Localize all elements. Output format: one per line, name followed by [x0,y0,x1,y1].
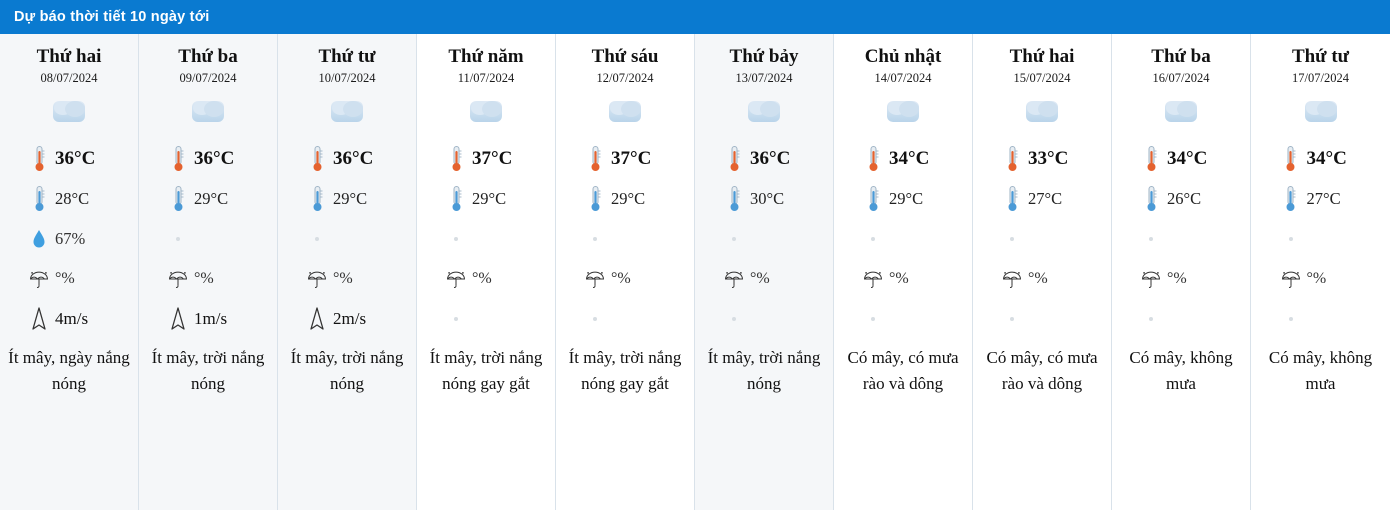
forecast-day-column[interactable] [417,34,556,510]
thermometer-cold-icon [29,185,49,213]
high-temp-value: 36°C [750,148,791,169]
day-name: Thứ hai [36,46,102,67]
thermometer-hot-icon [173,145,184,173]
forecast-day-column[interactable] [1112,34,1251,510]
thermometer-cold-icon [868,185,879,213]
rain-value: °% [194,270,214,287]
thermometer-cold-icon [1281,185,1301,213]
wind-arrow-icon [307,305,327,333]
wind-placeholder [724,305,744,333]
humidity-placeholder [1002,225,1022,253]
high-temp-value: 36°C [333,148,374,169]
forecast-day-column[interactable] [1251,34,1390,510]
humidity-row [278,219,416,259]
rain-row [695,259,833,299]
high-temp-row [556,139,694,179]
umbrella-rain-icon [29,267,49,291]
thermometer-hot-icon [451,145,462,173]
high-temp-value: 34°C [889,148,930,169]
panel-header [0,0,1390,34]
day-metrics [556,139,694,339]
thermometer-cold-icon [307,185,327,213]
day-metrics [695,139,833,339]
forecast-day-column[interactable] [695,34,834,510]
rain-row [139,259,277,299]
thermometer-cold-icon [173,185,184,213]
placeholder-dot [732,317,736,321]
humidity-placeholder [168,225,188,253]
day-name: Thứ ba [178,46,238,67]
thermometer-cold-icon [585,185,605,213]
thermometer-hot-icon [863,145,883,173]
humidity-row [139,219,277,259]
high-temp-value: 36°C [55,148,96,169]
low-temp-value: 30°C [750,189,785,208]
forecast-day-strip [0,34,1390,510]
placeholder-dot [1149,237,1153,241]
forecast-day-column[interactable] [556,34,695,510]
low-temp-row [417,179,555,219]
day-description: Ít mây, trời nắng nóng [290,348,404,393]
placeholder-dot [871,317,875,321]
thermometer-hot-icon [168,145,188,173]
forecast-day-column[interactable] [139,34,278,510]
rain-row [1251,259,1390,299]
thermometer-hot-icon [729,145,740,173]
day-date: 08/07/2024 [40,71,98,85]
day-date: 17/07/2024 [1292,71,1349,85]
umbrella-rain-icon [168,265,188,293]
forecast-day-column[interactable] [973,34,1112,510]
rain-row [834,259,972,299]
umbrella-rain-icon [1141,267,1161,291]
wind-row [834,299,972,339]
umbrella-rain-icon [29,265,49,293]
thermometer-hot-icon [724,145,744,173]
thermometer-cold-icon [1002,185,1022,213]
wind-placeholder [1141,305,1161,333]
rain-row [278,259,416,299]
high-temp-value: 37°C [472,148,513,169]
wind-row [1251,299,1390,339]
high-temp-row [278,139,416,179]
placeholder-dot [732,237,736,241]
low-temp-value: 29°C [472,189,507,208]
placeholder-dot [1149,317,1153,321]
placeholder-dot [1289,237,1293,241]
day-name: Thứ tư [1291,46,1350,67]
cloud-icon [465,95,507,129]
cloud-icon [1300,95,1342,129]
low-temp-value: 29°C [889,189,924,208]
wind-arrow-icon [309,306,325,332]
rain-row [0,259,138,299]
forecast-day-column[interactable] [834,34,973,510]
day-metrics [834,139,972,339]
low-temp-value: 29°C [611,189,646,208]
wind-row [695,299,833,339]
thermometer-cold-icon [1007,185,1018,213]
wind-placeholder [863,305,883,333]
day-metrics [973,139,1111,339]
low-temp-value: 26°C [1167,189,1202,208]
rain-value: °% [750,270,770,287]
wind-row [556,299,694,339]
low-temp-row [139,179,277,219]
placeholder-dot [593,237,597,241]
wind-arrow-icon [168,305,188,333]
wind-placeholder [1002,305,1022,333]
day-description: Có mây, có mưa rào và dông [986,348,1098,393]
wind-arrow-icon [31,306,47,332]
humidity-row [417,219,555,259]
rain-value: °% [611,270,631,287]
wind-placeholder [446,305,466,333]
day-date: 11/07/2024 [457,71,515,85]
thermometer-cold-icon [446,185,466,213]
day-description: Ít mây, trời nắng nóng gay gắt [568,348,682,393]
thermometer-hot-icon [1007,145,1018,173]
day-name: Thứ tư [318,46,376,67]
humidity-placeholder [307,225,327,253]
humidity-placeholder [1141,225,1161,253]
humidity-placeholder [446,225,466,253]
thermometer-hot-icon [1002,145,1022,173]
umbrella-rain-icon [1002,267,1022,291]
wind-placeholder [1281,305,1301,333]
wind-value: 4m/s [55,309,89,328]
thermometer-hot-icon [446,145,466,173]
humidity-placeholder [585,225,605,253]
humidity-row [1251,219,1390,259]
wind-row [278,299,416,339]
rain-value: °% [333,270,353,287]
day-name: Thứ năm [448,46,524,67]
day-description: Có mây, không mưa [1268,348,1373,393]
placeholder-dot [871,237,875,241]
umbrella-rain-icon [863,265,883,293]
high-temp-row [139,139,277,179]
day-date: 10/07/2024 [318,71,376,85]
low-temp-value: 29°C [194,189,229,208]
high-temp-row [0,139,138,179]
water-drop-icon [32,229,46,249]
high-temp-row [417,139,555,179]
rain-value: °% [1028,270,1048,287]
cloud-icon [743,95,785,129]
humidity-placeholder [724,225,744,253]
low-temp-row [834,179,972,219]
thermometer-hot-icon [590,145,601,173]
thermometer-hot-icon [585,145,605,173]
thermometer-hot-icon [1141,145,1161,173]
placeholder-dot [1010,317,1014,321]
day-name: Chủ nhật [864,46,942,67]
cloud-icon [604,95,646,129]
thermometer-cold-icon [1141,185,1161,213]
rain-row [973,259,1111,299]
day-metrics [139,139,277,339]
low-temp-row [1251,179,1390,219]
humidity-row [834,219,972,259]
day-metrics [1251,139,1390,339]
rain-row [556,259,694,299]
day-metrics [278,139,416,339]
day-description: Ít mây, trời nắng nóng gay gắt [429,348,543,393]
thermometer-hot-icon [307,145,327,173]
cloud-icon [1160,95,1202,129]
wind-row [417,299,555,339]
wind-placeholder [585,305,605,333]
umbrella-rain-icon [168,267,188,291]
umbrella-rain-icon [863,267,883,291]
thermometer-cold-icon [168,185,188,213]
low-temp-row [278,179,416,219]
umbrella-rain-icon [1281,267,1301,291]
thermometer-cold-icon [724,185,744,213]
thermometer-hot-icon [868,145,879,173]
umbrella-rain-icon [307,265,327,293]
high-temp-value: 34°C [1167,148,1208,169]
high-temp-row [1251,139,1390,179]
wind-row [1112,299,1250,339]
water-drop-icon [29,225,49,253]
thermometer-cold-icon [312,185,323,213]
high-temp-value: 36°C [194,148,235,169]
high-temp-value: 37°C [611,148,652,169]
wind-value: 1m/s [194,309,228,328]
day-name: Thứ ba [1151,46,1211,67]
placeholder-dot [315,237,319,241]
umbrella-rain-icon [446,267,466,291]
day-description: Có mây, không mưa [1129,348,1233,393]
thermometer-hot-icon [1281,145,1301,173]
low-temp-value: 27°C [1306,189,1341,208]
day-description: Ít mây, ngày nắng nóng [8,348,130,393]
cloud-icon [882,95,924,129]
low-temp-row [556,179,694,219]
cloud-icon [326,95,368,129]
thermometer-hot-icon [34,145,45,173]
umbrella-rain-icon [307,267,327,291]
humidity-value: 67% [55,229,86,248]
cloud-icon [1021,95,1063,129]
umbrella-rain-icon [1002,265,1022,293]
wind-arrow-icon [170,306,186,332]
page-title: Dự báo thời tiết 10 ngày tới [14,9,210,25]
thermometer-cold-icon [863,185,883,213]
humidity-row [0,219,138,259]
day-description: Ít mây, trời nắng nóng [151,348,265,393]
low-temp-value: 27°C [1028,189,1063,208]
placeholder-dot [1010,237,1014,241]
thermometer-cold-icon [1285,185,1296,213]
high-temp-row [973,139,1111,179]
rain-value: °% [1167,270,1187,287]
placeholder-dot [454,317,458,321]
humidity-row [695,219,833,259]
umbrella-rain-icon [446,265,466,293]
day-name: Thứ bảy [729,46,799,67]
wind-row [973,299,1111,339]
thermometer-cold-icon [34,185,45,213]
rain-value: °% [889,270,909,287]
day-date: 14/07/2024 [874,71,932,85]
humidity-row [556,219,694,259]
thermometer-hot-icon [1146,145,1157,173]
day-date: 09/07/2024 [179,71,237,85]
forecast-day-column[interactable] [0,34,139,510]
umbrella-rain-icon [585,267,605,291]
forecast-day-column[interactable] [278,34,417,510]
day-date: 13/07/2024 [735,71,793,85]
umbrella-rain-icon [585,265,605,293]
low-temp-row [695,179,833,219]
rain-row [1112,259,1250,299]
day-metrics [0,139,138,339]
humidity-row [1112,219,1250,259]
wind-value: 2m/s [333,309,367,328]
day-date: 12/07/2024 [596,71,654,85]
low-temp-value: 29°C [333,189,368,208]
thermometer-cold-icon [451,185,462,213]
humidity-placeholder [863,225,883,253]
low-temp-row [1112,179,1250,219]
thermometer-hot-icon [29,145,49,173]
high-temp-row [834,139,972,179]
day-name: Thứ sáu [591,46,659,67]
day-description: Ít mây, trời nắng nóng [707,348,821,393]
placeholder-dot [593,317,597,321]
rain-row [417,259,555,299]
day-name: Thứ hai [1009,46,1075,67]
umbrella-rain-icon [724,267,744,291]
rain-value: °% [472,270,492,287]
cloud-icon [187,95,229,129]
low-temp-row [0,179,138,219]
umbrella-rain-icon [1281,265,1301,293]
low-temp-value: 28°C [55,189,90,208]
low-temp-row [973,179,1111,219]
thermometer-hot-icon [1285,145,1296,173]
thermometer-cold-icon [590,185,601,213]
high-temp-value: 33°C [1028,148,1069,169]
thermometer-cold-icon [1146,185,1157,213]
high-temp-row [1112,139,1250,179]
rain-value: °% [55,270,75,287]
umbrella-rain-icon [1141,265,1161,293]
high-temp-row [695,139,833,179]
humidity-placeholder [1281,225,1301,253]
day-date: 15/07/2024 [1013,71,1071,85]
thermometer-cold-icon [729,185,740,213]
day-date: 16/07/2024 [1152,71,1210,85]
day-description: Có mây, có mưa rào và dông [847,348,959,393]
wind-row [0,299,138,339]
placeholder-dot [454,237,458,241]
placeholder-dot [1289,317,1293,321]
day-metrics [1112,139,1250,339]
placeholder-dot [176,237,180,241]
humidity-row [973,219,1111,259]
day-metrics [417,139,555,339]
wind-arrow-icon [29,305,49,333]
umbrella-rain-icon [724,265,744,293]
wind-row [139,299,277,339]
thermometer-hot-icon [312,145,323,173]
rain-value: °% [1306,270,1327,287]
cloud-icon [48,95,90,129]
high-temp-value: 34°C [1306,148,1347,169]
